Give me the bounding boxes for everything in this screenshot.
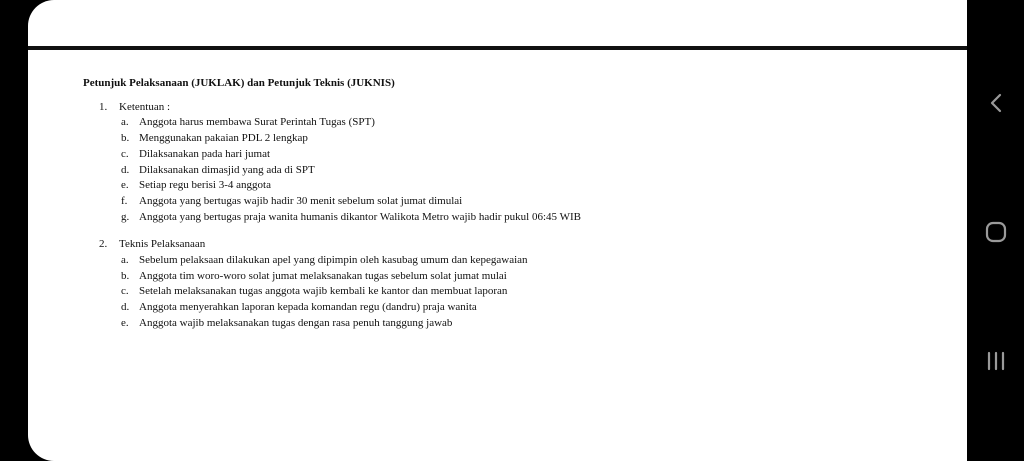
- item-text: Dilaksanakan dimasjid yang ada di SPT: [139, 163, 315, 176]
- item-letter: c.: [121, 285, 129, 298]
- section-number: 2.: [99, 238, 108, 251]
- recents-button[interactable]: [981, 346, 1011, 376]
- section-items: [121, 115, 943, 225]
- item-letter: f.: [121, 194, 128, 207]
- back-button[interactable]: [981, 88, 1011, 118]
- recents-bars-icon: [985, 350, 1007, 372]
- home-rounded-square-icon: [985, 221, 1007, 243]
- item-text: Anggota tim woro-woro solat jumat melaksanakan tugas sebelum solat jumat mulai: [139, 269, 507, 282]
- list-item: [121, 178, 943, 194]
- item-letter: d.: [121, 301, 130, 314]
- list-item: [121, 269, 943, 285]
- list-item: [121, 210, 943, 226]
- item-letter: c.: [121, 147, 129, 160]
- list-item: [121, 284, 943, 300]
- list-item: [121, 131, 943, 147]
- item-letter: a.: [121, 254, 129, 267]
- item-text: Menggunakan pakaian PDL 2 lengkap: [139, 132, 308, 145]
- item-text: Sebelum pelaksaan dilakukan apel yang dipimpin oleh kasubag umum dan kepegawaian: [139, 254, 528, 267]
- section-number: 1.: [99, 100, 108, 113]
- top-divider: [28, 46, 967, 50]
- item-letter: b.: [121, 132, 130, 145]
- item-text: Setelah melaksanakan tugas anggota wajib kembali ke kantor dan membuat laporan: [139, 285, 508, 298]
- item-text: Anggota yang bertugas wajib hadir 30 menit sebelum solat jumat dimulai: [139, 194, 463, 207]
- item-text: Setiap regu berisi 3-4 anggota: [139, 179, 271, 192]
- section-heading: [99, 237, 943, 253]
- section-items: [121, 253, 943, 332]
- list-item: [121, 300, 943, 316]
- section-teknis-pelaksanaan: [83, 237, 943, 331]
- navigation-bar: [967, 0, 1024, 461]
- chevron-left-icon: [987, 92, 1005, 114]
- item-letter: g.: [121, 210, 130, 223]
- item-text: Anggota wajib melaksanakan tugas dengan rasa penuh tanggung jawab: [139, 316, 453, 329]
- list-item: [121, 316, 943, 332]
- section-title: Ketentuan :: [119, 100, 171, 113]
- item-text: Anggota harus membawa Surat Perintah Tugas (SPT): [139, 116, 375, 129]
- item-letter: b.: [121, 269, 130, 282]
- list-item: [121, 253, 943, 269]
- item-text: Anggota menyerahkan laporan kepada komandan regu (dandru) praja wanita: [139, 301, 477, 314]
- document-content: [83, 76, 943, 344]
- document-title: Petunjuk Pelaksanaan (JUKLAK) dan Petunjuk Teknis (JUKNIS): [83, 77, 395, 89]
- item-letter: d.: [121, 163, 130, 176]
- section-ketentuan: [83, 100, 943, 226]
- item-letter: e.: [121, 179, 129, 192]
- item-text: Dilaksanakan pada hari jumat: [139, 147, 271, 160]
- section-title: Teknis Pelaksanaan: [119, 238, 206, 251]
- item-letter: e.: [121, 316, 129, 329]
- list-item: [121, 194, 943, 210]
- item-text: Anggota yang bertugas praja wanita humanis dikantor Walikota Metro wajib hadir pukul 06:45 WIB: [139, 210, 581, 223]
- list-item: [121, 163, 943, 179]
- item-letter: a.: [121, 116, 129, 129]
- list-item: [121, 147, 943, 163]
- document-viewer: [28, 0, 967, 461]
- home-button[interactable]: [981, 217, 1011, 247]
- list-item: [121, 115, 943, 131]
- section-heading: [99, 100, 943, 116]
